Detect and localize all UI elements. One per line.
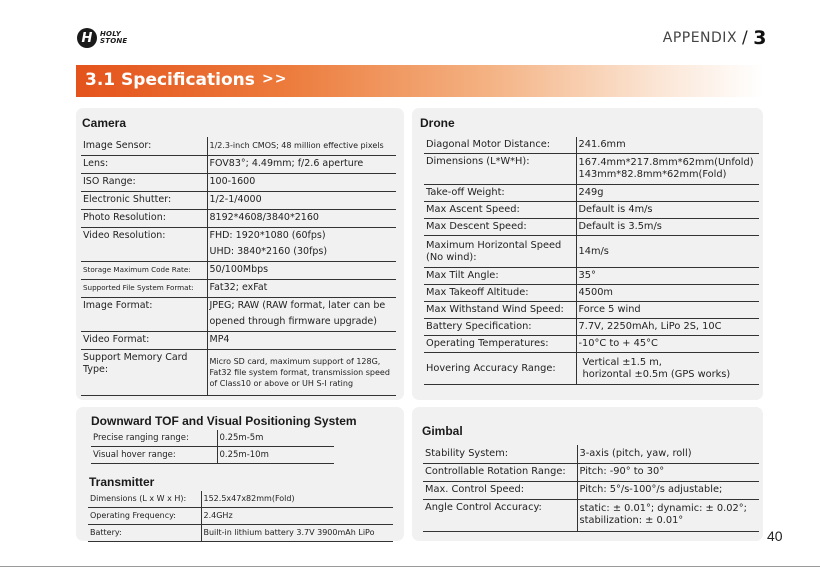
spec-value-line: Vertical ±1.5 m, xyxy=(582,356,662,368)
table-row xyxy=(81,209,396,227)
spec-key: Max Tilt Angle: xyxy=(424,268,576,285)
spec-key: Max Descent Speed: xyxy=(424,219,576,236)
spec-key: Precise ranging range: xyxy=(91,430,217,447)
tof-transmitter-panel xyxy=(76,407,404,541)
spec-key: Dimensions (L x W x H): xyxy=(88,491,201,508)
spec-key: Max Withstand Wind Speed: xyxy=(424,302,576,319)
table-row xyxy=(81,261,396,279)
spec-value: 249g xyxy=(576,185,759,202)
appendix-number: 3 xyxy=(753,27,767,49)
table-row xyxy=(88,508,393,525)
spec-key: Operating Frequency: xyxy=(88,508,201,525)
spec-value: Built-in lithium battery 3.7V 3900mAh LiPo xyxy=(201,525,393,542)
spec-key: Controllable Rotation Range: xyxy=(423,463,577,481)
spec-value-line: FHD: 1920*1080 (60fps) xyxy=(209,230,326,241)
spec-key: Max Ascent Speed: xyxy=(424,202,576,219)
spec-key: Video Format: xyxy=(81,331,207,349)
spec-value: FOV83°; 4.49mm; f/2.6 aperture xyxy=(207,155,396,173)
spec-key: Support Memory Card Type: xyxy=(81,349,207,395)
spec-value: Force 5 wind xyxy=(576,302,759,319)
holy-stone-logo xyxy=(77,28,127,48)
table-row xyxy=(81,227,396,261)
spec-key: Maximum Horizontal Speed (No wind): xyxy=(424,236,576,268)
table-row xyxy=(424,219,759,236)
spec-value xyxy=(577,499,759,531)
table-row xyxy=(424,137,759,154)
spec-value-line: stabilization: ± 0.01° xyxy=(579,515,684,526)
spec-key: ISO Range: xyxy=(81,173,207,191)
page-number: 40 xyxy=(767,528,783,544)
tof-title: Downward TOF and Visual Positioning System xyxy=(91,414,357,428)
section-arrows: >> xyxy=(262,71,288,87)
table-row xyxy=(424,302,759,319)
table-row xyxy=(424,285,759,302)
spec-key: Dimensions (L*W*H): xyxy=(424,154,576,185)
table-row xyxy=(81,279,396,297)
spec-value: 0.25m-5m xyxy=(217,430,334,447)
spec-value: 1/2-1/4000 xyxy=(207,191,396,209)
table-row xyxy=(424,154,759,185)
drone-spec-table xyxy=(424,137,759,385)
table-row xyxy=(81,297,396,331)
spec-value: 4500m xyxy=(576,285,759,302)
table-row xyxy=(424,353,759,385)
spec-value xyxy=(576,154,759,185)
spec-key: Max Takeoff Altitude: xyxy=(424,285,576,302)
drone-title: Drone xyxy=(420,116,455,130)
logo-text-line2: STONE xyxy=(100,37,128,45)
spec-value: Default is 3.5m/s xyxy=(576,219,759,236)
table-row xyxy=(424,202,759,219)
spec-key: Image Format: xyxy=(81,297,207,331)
gimbal-panel xyxy=(412,407,763,541)
spec-value: Fat32; exFat xyxy=(207,279,396,297)
spec-value: 8192*4608/3840*2160 xyxy=(207,209,396,227)
spec-key: Stability System: xyxy=(423,445,577,463)
spec-key: Take-off Weight: xyxy=(424,185,576,202)
table-row xyxy=(81,173,396,191)
spec-value: 100-1600 xyxy=(207,173,396,191)
footer-divider xyxy=(0,566,820,567)
spec-key: Image Sensor: xyxy=(81,137,207,155)
table-row xyxy=(424,319,759,336)
spec-value-line: opened through firmware upgrade) xyxy=(209,316,377,327)
table-row xyxy=(423,481,759,499)
spec-key: Hovering Accuracy Range: xyxy=(424,353,576,385)
spec-value-line: 167.4mm*217.8mm*62mm(Unfold) xyxy=(578,157,754,169)
table-row xyxy=(424,268,759,285)
gimbal-title: Gimbal xyxy=(422,424,463,438)
tof-spec-table xyxy=(91,430,334,464)
spec-value-line: JPEG; RAW (RAW format, later can be xyxy=(209,300,386,311)
spec-value-line: horizontal ±0.5m (GPS works) xyxy=(582,368,731,380)
spec-value xyxy=(207,227,396,261)
spec-value-line: UHD: 3840*2160 (30fps) xyxy=(209,246,328,257)
spec-value: 1/2.3-inch CMOS; 48 million effective pixels xyxy=(207,137,396,155)
spec-value: 3-axis (pitch, yaw, roll) xyxy=(577,445,759,463)
table-row xyxy=(423,499,759,531)
appendix-header xyxy=(663,27,767,49)
table-row xyxy=(424,185,759,202)
camera-spec-table xyxy=(81,137,396,396)
logo-mark: H xyxy=(77,28,97,48)
table-row xyxy=(81,155,396,173)
spec-key: Max. Control Speed: xyxy=(423,481,577,499)
transmitter-title: Transmitter xyxy=(89,475,155,489)
table-row xyxy=(424,236,759,268)
table-row xyxy=(81,349,396,395)
spec-key: Operating Temperatures: xyxy=(424,336,576,353)
spec-value-line: 143mm*82.8mm*62mm(Fold) xyxy=(578,169,727,181)
section-banner xyxy=(76,65,763,97)
spec-key: Visual hover range: xyxy=(91,447,217,464)
camera-title: Camera xyxy=(82,116,127,130)
spec-value: -10°C to + 45°C xyxy=(576,336,759,353)
appendix-slash: / xyxy=(742,28,749,48)
table-row xyxy=(81,191,396,209)
drone-panel xyxy=(412,108,763,400)
spec-value xyxy=(576,353,759,385)
table-row xyxy=(81,137,396,155)
table-row xyxy=(88,525,393,542)
table-row xyxy=(424,336,759,353)
spec-key: Diagonal Motor Distance: xyxy=(424,137,576,154)
gimbal-spec-table xyxy=(423,445,759,532)
spec-value: Pitch: 5°/s-100°/s adjustable; xyxy=(577,481,759,499)
appendix-label: APPENDIX xyxy=(662,30,738,46)
spec-value: Default is 4m/s xyxy=(576,202,759,219)
table-row xyxy=(91,430,334,447)
spec-key: Lens: xyxy=(81,155,207,173)
spec-key: Supported File System Format: xyxy=(81,279,207,297)
table-row xyxy=(81,331,396,349)
spec-value: 50/100Mbps xyxy=(207,261,396,279)
table-row xyxy=(91,447,334,464)
spec-key: Photo Resolution: xyxy=(81,209,207,227)
spec-value: Micro SD card, maximum support of 128G, Fat32 file system format, transmission speed of Class10 or above or UH S-I rating xyxy=(207,349,396,395)
spec-value xyxy=(207,297,396,331)
section-title: 3.1 Specifications xyxy=(85,70,255,90)
table-row xyxy=(423,463,759,481)
logo-wordmark xyxy=(100,31,127,45)
spec-key: Battery: xyxy=(88,525,201,542)
spec-key: Angle Control Accuracy: xyxy=(423,499,577,531)
spec-key: Video Resolution: xyxy=(81,227,207,261)
spec-value-line: static: ± 0.01°; dynamic: ± 0.02°; xyxy=(579,503,747,514)
spec-value: 14m/s xyxy=(576,236,759,268)
logo-text-line1: HOLY xyxy=(100,30,122,38)
spec-value: 0.25m-10m xyxy=(217,447,334,464)
spec-value: 2.4GHz xyxy=(201,508,393,525)
spec-value: 7.7V, 2250mAh, LiPo 2S, 10C xyxy=(576,319,759,336)
camera-panel xyxy=(76,108,404,400)
spec-value: 152.5x47x82mm(Fold) xyxy=(201,491,393,508)
spec-value: 241.6mm xyxy=(576,137,759,154)
spec-key: Electronic Shutter: xyxy=(81,191,207,209)
table-row xyxy=(88,491,393,508)
transmitter-spec-table xyxy=(88,491,393,542)
spec-key: Battery Specification: xyxy=(424,319,576,336)
spec-value: Pitch: -90° to 30° xyxy=(577,463,759,481)
table-row xyxy=(423,445,759,463)
spec-value: MP4 xyxy=(207,331,396,349)
spec-value: 35° xyxy=(576,268,759,285)
spec-key: Storage Maximum Code Rate: xyxy=(81,261,207,279)
